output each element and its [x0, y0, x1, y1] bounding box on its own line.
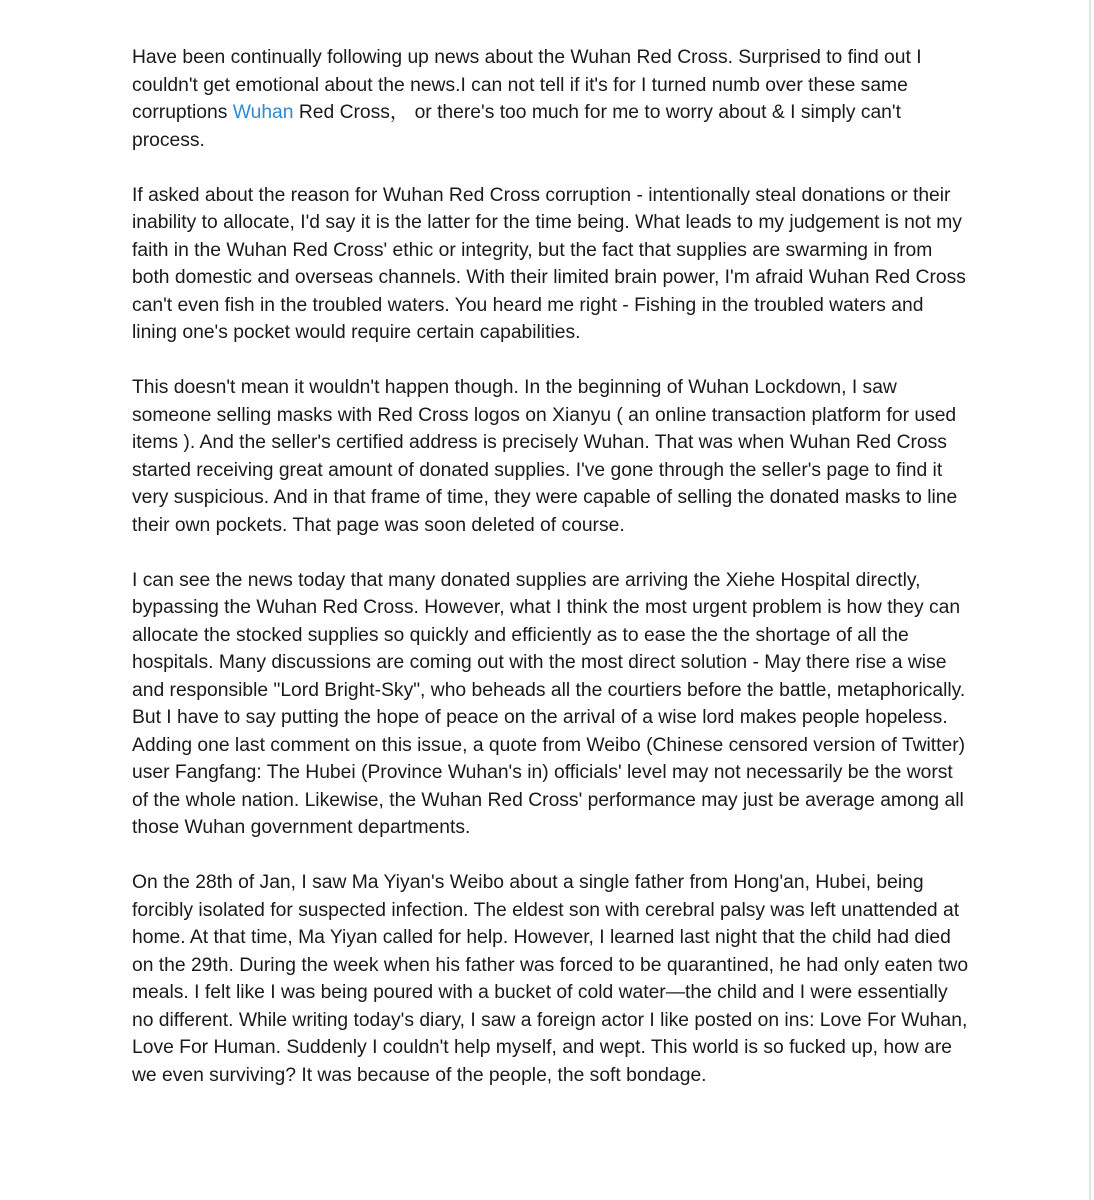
wuhan-link[interactable]: Wuhan: [232, 102, 294, 123]
page-edge-divider: [1089, 0, 1091, 1200]
paragraph-2: If asked about the reason for Wuhan Red Cross corruption - intentionally steal donations or their inability to allocate, I'd say it is the latter for the time being. What leads to my judgement is not my faith in the Wuhan Red Cross' ethic or integrity, but the fact that supplies are swarming in from both domestic and overseas channels. With their limited brain power, I'm afraid Wuhan Red Cross can't even fish in the troubled waters. You heard me right - Fishing in the troubled waters and lining one's pocket would require certain capabilities.: [132, 184, 966, 343]
paragraph-5: On the 28th of Jan, I saw Ma Yiyan's Weibo about a single father from Hong'an, Hubei, being forcibly isolated for suspected infection. The eldest son with cerebral palsy was left unattended at home. At that time, Ma Yiyan called for help. However, I learned last night that the child had died on the 29th. During the week when his father was forced to be quarantined, he had only eaten two meals. I felt like I was being poured with a bucket of cold water—the child and I were essentially no different. While writing today's diary, I saw a foreign actor I like posted on ins: Love For Wuhan, Love For Human. Suddenly I couldn't help myself, and wept. This world is so fucked up, how are we even surviving? It was because of the people, the soft bondage.: [132, 872, 969, 1086]
paragraph-1-text-end: Red Cross， or there's too much for me to worry about & I simply can't process.: [132, 102, 901, 151]
paragraph-1: [132, 44, 972, 154]
paragraph-3: This doesn't mean it wouldn't happen though. In the beginning of Wuhan Lockdown, I saw someone selling masks with Red Cross logos on Xianyu ( an online transaction platform for used items ). And the seller's certified address is precisely Wuhan. That was when Wuhan Red Cross started receiving great amount of donated supplies. I've gone through the seller's page to find it very suspicious. And in that frame of time, they were capable of selling the donated masks to line their own pockets. That page was soon deleted of course.: [132, 377, 958, 536]
paragraph-1-text-start: Have been continually following up news about the Wuhan Red Cross. Surprised to find out I couldn't get emotional about the news.I can not tell if it's for I turned numb over these same corruptions: [132, 47, 922, 123]
paragraph-4: I can see the news today that many donated supplies are arriving the Xiehe Hospital directly, bypassing the Wuhan Red Cross. However, what I think the most urgent problem is how they can allocate the stocked supplies so quickly and efficiently as to ease the the shortage of all the hospitals. Many discussions are coming out with the most direct solution - May there rise a wise and responsible "Lord Bright-Sky", who beheads all the courtiers before the battle, metaphorically. But I have to say putting the hope of peace on the arrival of a wise lord makes people hopeless. Adding one last comment on this issue, a quote from Weibo (Chinese censored version of Twitter) user Fangfang: The Hubei (Province Wuhan's in) officials' level may not necessarily be the worst of the whole nation. Likewise, the Wuhan Red Cross' performance may just be average among all those Wuhan government departments.: [132, 569, 966, 838]
article-body: [132, 44, 972, 1117]
